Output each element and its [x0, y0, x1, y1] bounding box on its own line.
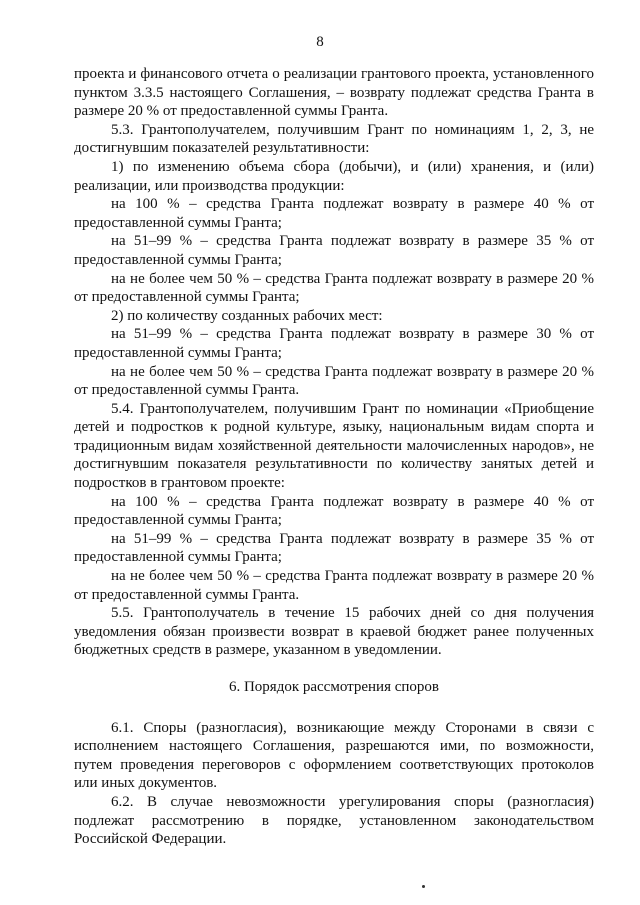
- paragraph-5-4: 5.4. Грантополучателем, получившим Грант по номинации «Приобщение детей и подростков к родной культуре, языку, национальным видам спорта и традиционным видам хозяйственной деятельности малочисленных народов», не достигнувшим показателя результативности по количеству занятых детей и подростков в грантовом проекте:: [74, 400, 594, 492]
- paragraph-5-4-51-99: на 51–99 % – средства Гранта подлежат возврату в размере 35 % от предоставленной суммы Гранта;: [74, 530, 594, 566]
- paragraph-6-1: 6.1. Споры (разногласия), возникающие между Сторонами в связи с исполнением настоящего Соглашения, разрешаются ими, по возможности, путем проведения переговоров с оформлением соответствующих протоколов или иных документов.: [74, 719, 594, 792]
- section-heading: 6. Порядок рассмотрения споров: [228, 679, 440, 695]
- paragraph-6-2: 6.2. В случае невозможности урегулирования споры (разногласия) подлежат рассмотрению в порядке, установленном законодательством Российской Федерации.: [74, 793, 594, 848]
- scan-speck: [422, 885, 425, 888]
- paragraph-5-3-1-50: на не более чем 50 % – средства Гранта подлежат возврату в размере 20 % от предоставленной суммы Гранта;: [74, 270, 594, 306]
- paragraph-5-3: 5.3. Грантополучателем, получившим Грант по номинациям 1, 2, 3, не достигнувшим показателей результативности:: [74, 121, 594, 157]
- document-body: [74, 65, 594, 849]
- paragraph-5-3-1-51-99: на 51–99 % – средства Гранта подлежат возврату в размере 35 % от предоставленной суммы Гранта;: [74, 233, 594, 268]
- paragraph-5-3-1-100: на 100 % – средства Гранта подлежат возврату в размере 40 % от предоставленной суммы Гранта;: [74, 196, 594, 231]
- paragraph-5-3-item-2: 2) по количеству созданных рабочих мест:: [111, 307, 383, 324]
- paragraph-5-4-100: на 100 % – средства Гранта подлежат возврату в размере 40 % от предоставленной суммы Гранта;: [74, 493, 594, 529]
- paragraph-5-5: 5.5. Грантополучатель в течение 15 рабочих дней со дня получения уведомления обязан произвести возврат в краевой бюджет ранее полученных бюджетных средств в размере, указанном в уведомлении.: [74, 605, 594, 659]
- paragraph-5-3-item-1: 1) по изменению объема сбора (добычи), и (или) хранения, и (или) реализации, или производства продукции:: [74, 158, 594, 194]
- paragraph-5-3-2-51-99: на 51–99 % – средства Гранта подлежат возврату в размере 30 % от предоставленной суммы Гранта;: [74, 326, 594, 361]
- paragraph-5-3-2-50: на не более чем 50 % – средства Гранта подлежат возврату в размере 20 % от предоставленной суммы Гранта.: [74, 363, 594, 399]
- paragraph-5-4-50: на не более чем 50 % – средства Гранта подлежат возврату в размере 20 % от предоставленной суммы Гранта.: [74, 568, 594, 603]
- paragraph-continuation: проекта и финансового отчета о реализации грантового проекта, установленного пунктом 3.3.5 настоящего Соглашения, – возврату подлежат средства Гранта в размере 20 % от предоставленной суммы Гранта.: [74, 66, 594, 120]
- page-number: 8: [316, 34, 324, 50]
